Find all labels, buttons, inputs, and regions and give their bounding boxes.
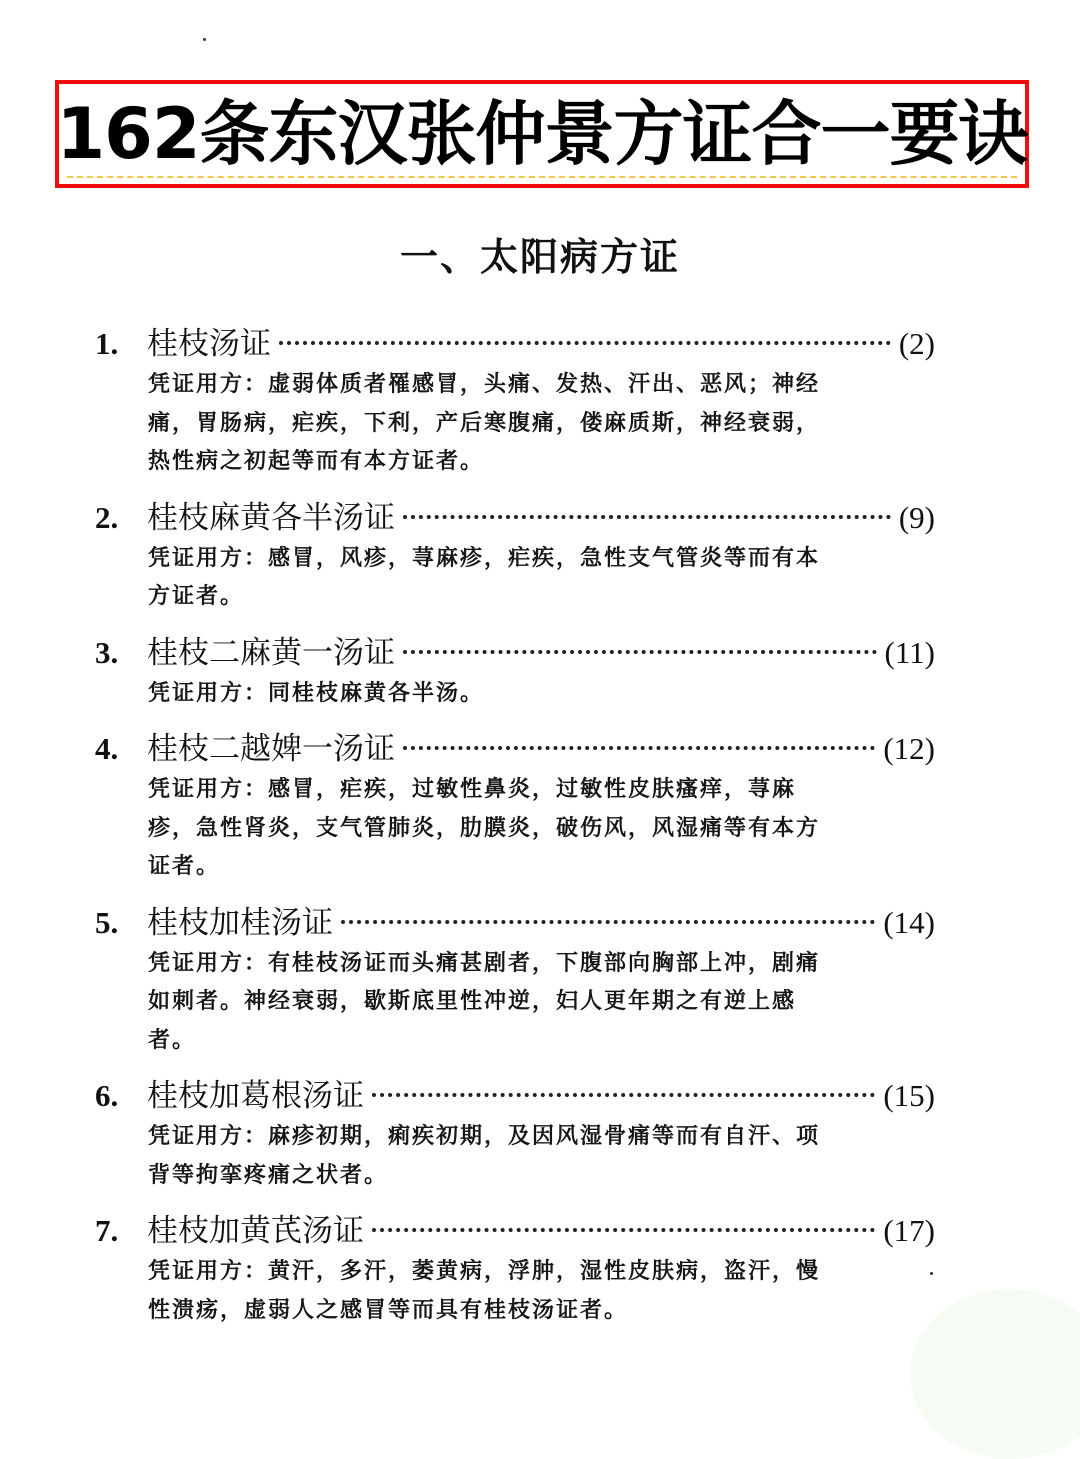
formula-entry-list — [95, 318, 935, 1340]
entry-name: 桂枝汤证 — [147, 326, 271, 362]
dotted-leader — [403, 515, 891, 519]
entry-description: 凭证用方：黄汗，多汗，萎黄病，浮肿，湿性皮肤病，盗汗，慢性溃疡，虚弱人之感冒等而具有桂枝汤证者。 — [148, 1259, 821, 1323]
entry-name: 桂枝二越婢一汤证 — [147, 731, 395, 767]
entry-description: 凭证用方：麻疹初期，痢疾初期，及因风湿骨痛等而有自汗、项背等拘挛疼痛之状者。 — [148, 1124, 821, 1188]
dotted-leader — [341, 920, 875, 924]
entry-page-number: (17) — [883, 1213, 935, 1248]
entry-description: 凭证用方：虚弱体质者罹感冒，头痛、发热、汗出、恶风；神经痛，胃肠病，疟疾，下利，产后寒腹痛，偻麻质斯，神经衰弱，热性病之初起等而有本方证者。 — [148, 372, 821, 474]
dotted-leader — [403, 650, 877, 654]
entry-heading — [95, 627, 935, 671]
entry-page-number: (11) — [884, 634, 935, 670]
entry-page-number: (12) — [883, 731, 935, 766]
formula-entry — [95, 627, 935, 714]
entry-description: 凭证用方：有桂枝汤证而头痛甚剧者，下腹部向胸部上冲，剧痛如刺者。神经衰弱，歇斯底里性冲逆，妇人更年期之有逆上感者。 — [148, 950, 821, 1053]
formula-entry — [95, 1070, 935, 1195]
entry-number: 4. — [95, 731, 119, 766]
entry-heading — [95, 318, 935, 362]
entry-heading — [95, 1070, 935, 1114]
entry-heading — [95, 492, 935, 536]
dotted-leader — [372, 1228, 875, 1232]
formula-entry — [95, 897, 935, 1061]
entry-name: 桂枝加葛根汤证 — [147, 1078, 364, 1114]
formula-entry — [95, 492, 935, 617]
entry-heading — [95, 897, 935, 941]
entry-heading — [95, 1205, 935, 1249]
entry-number: 3. — [95, 634, 119, 670]
entry-number: 2. — [95, 499, 119, 535]
dotted-leader — [403, 746, 875, 750]
formula-entry — [95, 1205, 935, 1330]
entry-name: 桂枝麻黄各半汤证 — [147, 499, 395, 536]
entry-number: 7. — [95, 1213, 119, 1248]
document-title: 162条东汉张仲景方证合一要诀 — [56, 93, 1028, 175]
entry-description: 凭证用方：同桂枝麻黄各半汤。 — [148, 680, 485, 706]
entry-description: 凭证用方：感冒，风疹，荨麻疹，疟疾，急性支气管炎等而有本方证者。 — [148, 545, 821, 609]
formula-entry — [95, 723, 935, 887]
title-underline-decoration — [67, 176, 1017, 178]
entry-number: 5. — [95, 904, 119, 940]
entry-page-number: (9) — [898, 499, 935, 535]
faint-watermark — [910, 1289, 1080, 1459]
scan-speck — [930, 1272, 933, 1275]
entry-number: 6. — [95, 1078, 119, 1113]
dotted-leader — [372, 1093, 875, 1097]
entry-page-number: (15) — [883, 1078, 935, 1113]
entry-page-number: (14) — [883, 904, 935, 940]
entry-name: 桂枝加黄芪汤证 — [147, 1213, 364, 1249]
formula-entry — [95, 318, 935, 482]
dotted-leader — [279, 341, 891, 345]
document-title-box — [55, 80, 1029, 188]
entry-name: 桂枝加桂汤证 — [147, 904, 333, 941]
entry-page-number: (2) — [898, 326, 935, 361]
entry-description: 凭证用方：感冒，疟疾，过敏性鼻炎，过敏性皮肤瘙痒，荨麻疹，急性肾炎，支气管肺炎，肋膜炎，破伤风，风湿痛等有本方证者。 — [148, 777, 821, 879]
entry-name: 桂枝二麻黄一汤证 — [147, 634, 395, 671]
section-title: 一、太阳病方证 — [399, 235, 680, 279]
scan-speck — [203, 38, 206, 41]
entry-number: 1. — [95, 326, 119, 361]
entry-heading — [95, 723, 935, 767]
